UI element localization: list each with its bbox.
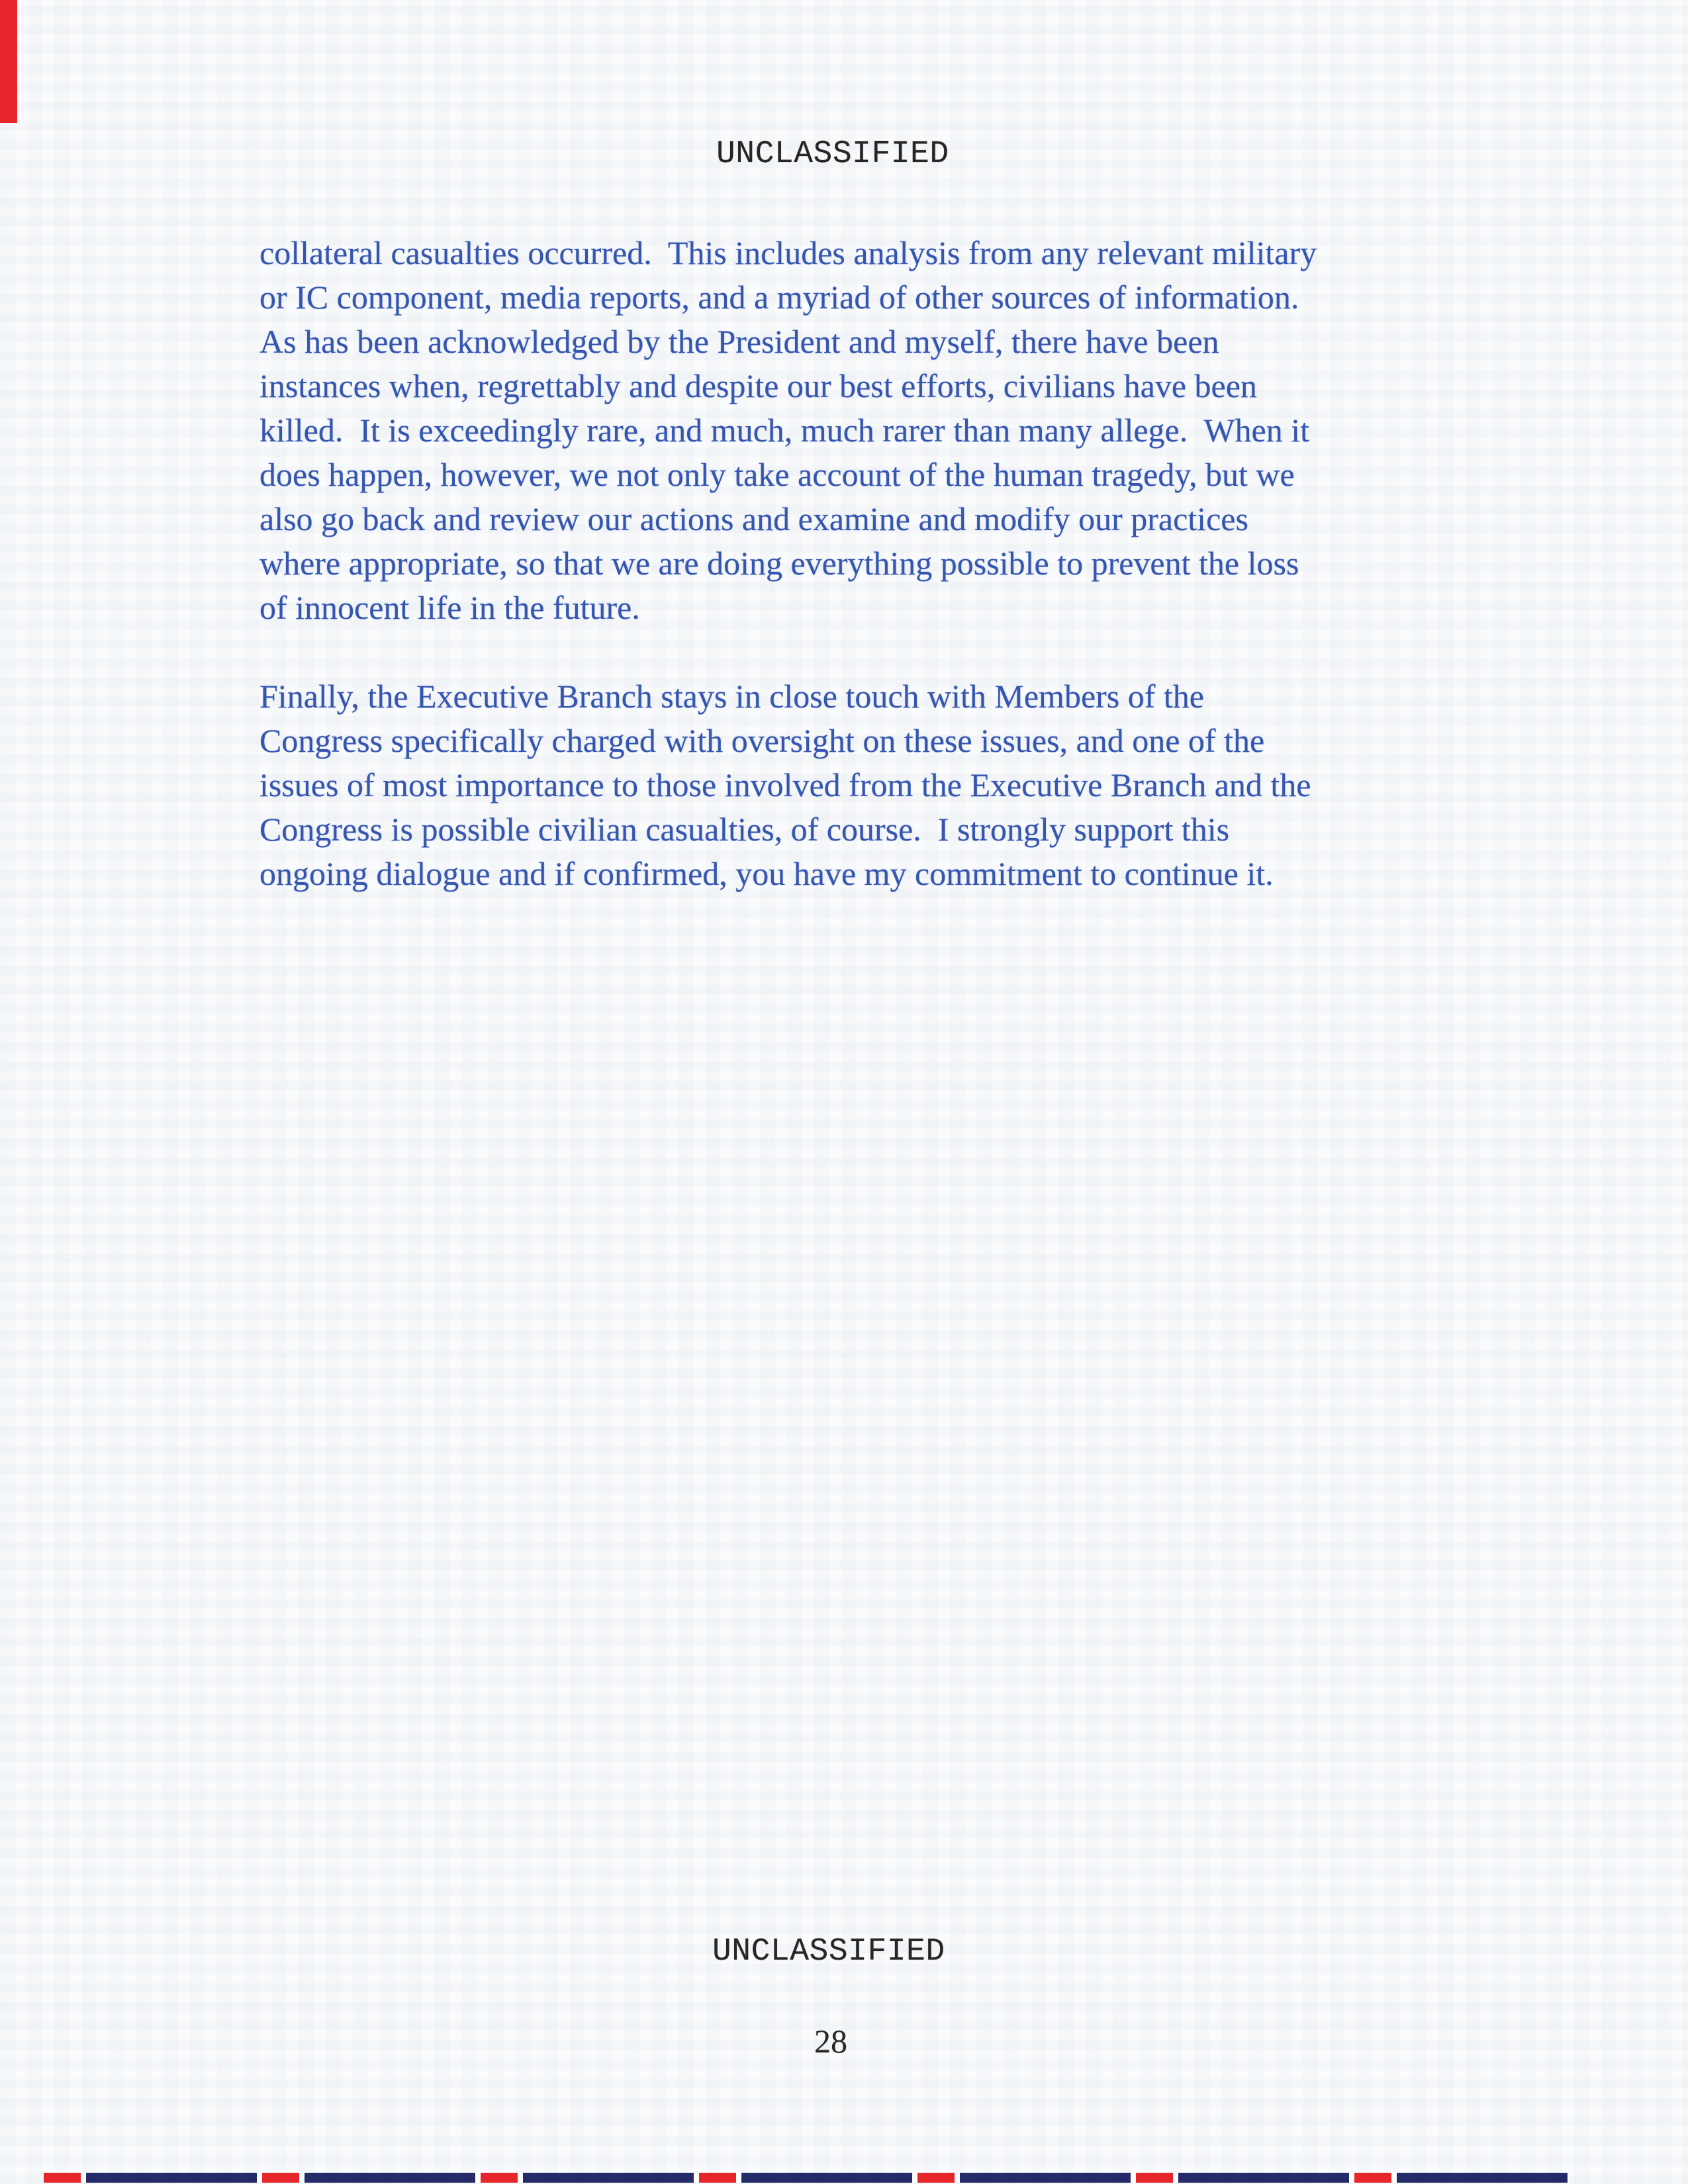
document-paragraph-1 [259,231,1317,630]
text-line: of innocent life in the future. [259,589,640,626]
text-line: killed. It is exceedingly rare, and much, much rarer than many allege. When it [259,412,1309,449]
text-line: Congress is possible civilian casualties, of course. I strongly support this [259,811,1230,848]
text-line: does happen, however, we not only take account of the human tragedy, but we [259,456,1295,493]
text-line: collateral casualties occurred. This includes analysis from any relevant military [259,234,1317,271]
page-number: 28 [814,2023,847,2060]
classification-marking-header: UNCLASSIFIED [716,136,949,172]
text-line: Finally, the Executive Branch stays in close touch with Members of the [259,678,1204,715]
text-line: or IC component, media reports, and a myriad of other sources of information. [259,279,1299,316]
text-line: issues of most importance to those involved from the Executive Branch and the [259,766,1311,803]
text-line: instances when, regrettably and despite our best efforts, civilians have been [259,367,1257,404]
scan-artifact-red-strip [0,0,17,123]
text-line: ongoing dialogue and if confirmed, you have my commitment to continue it. [259,855,1274,892]
text-line: also go back and review our actions and examine and modify our practices [259,500,1248,537]
text-line: where appropriate, so that we are doing everything possible to prevent the loss [259,545,1299,582]
document-paragraph-2 [259,674,1311,896]
classification-marking-footer: UNCLASSIFIED [712,1934,945,1970]
scan-artifact-color-bar [44,2173,1569,2183]
text-line: Congress specifically charged with oversight on these issues, and one of the [259,722,1265,759]
text-line: As has been acknowledged by the President and myself, there have been [259,323,1219,360]
